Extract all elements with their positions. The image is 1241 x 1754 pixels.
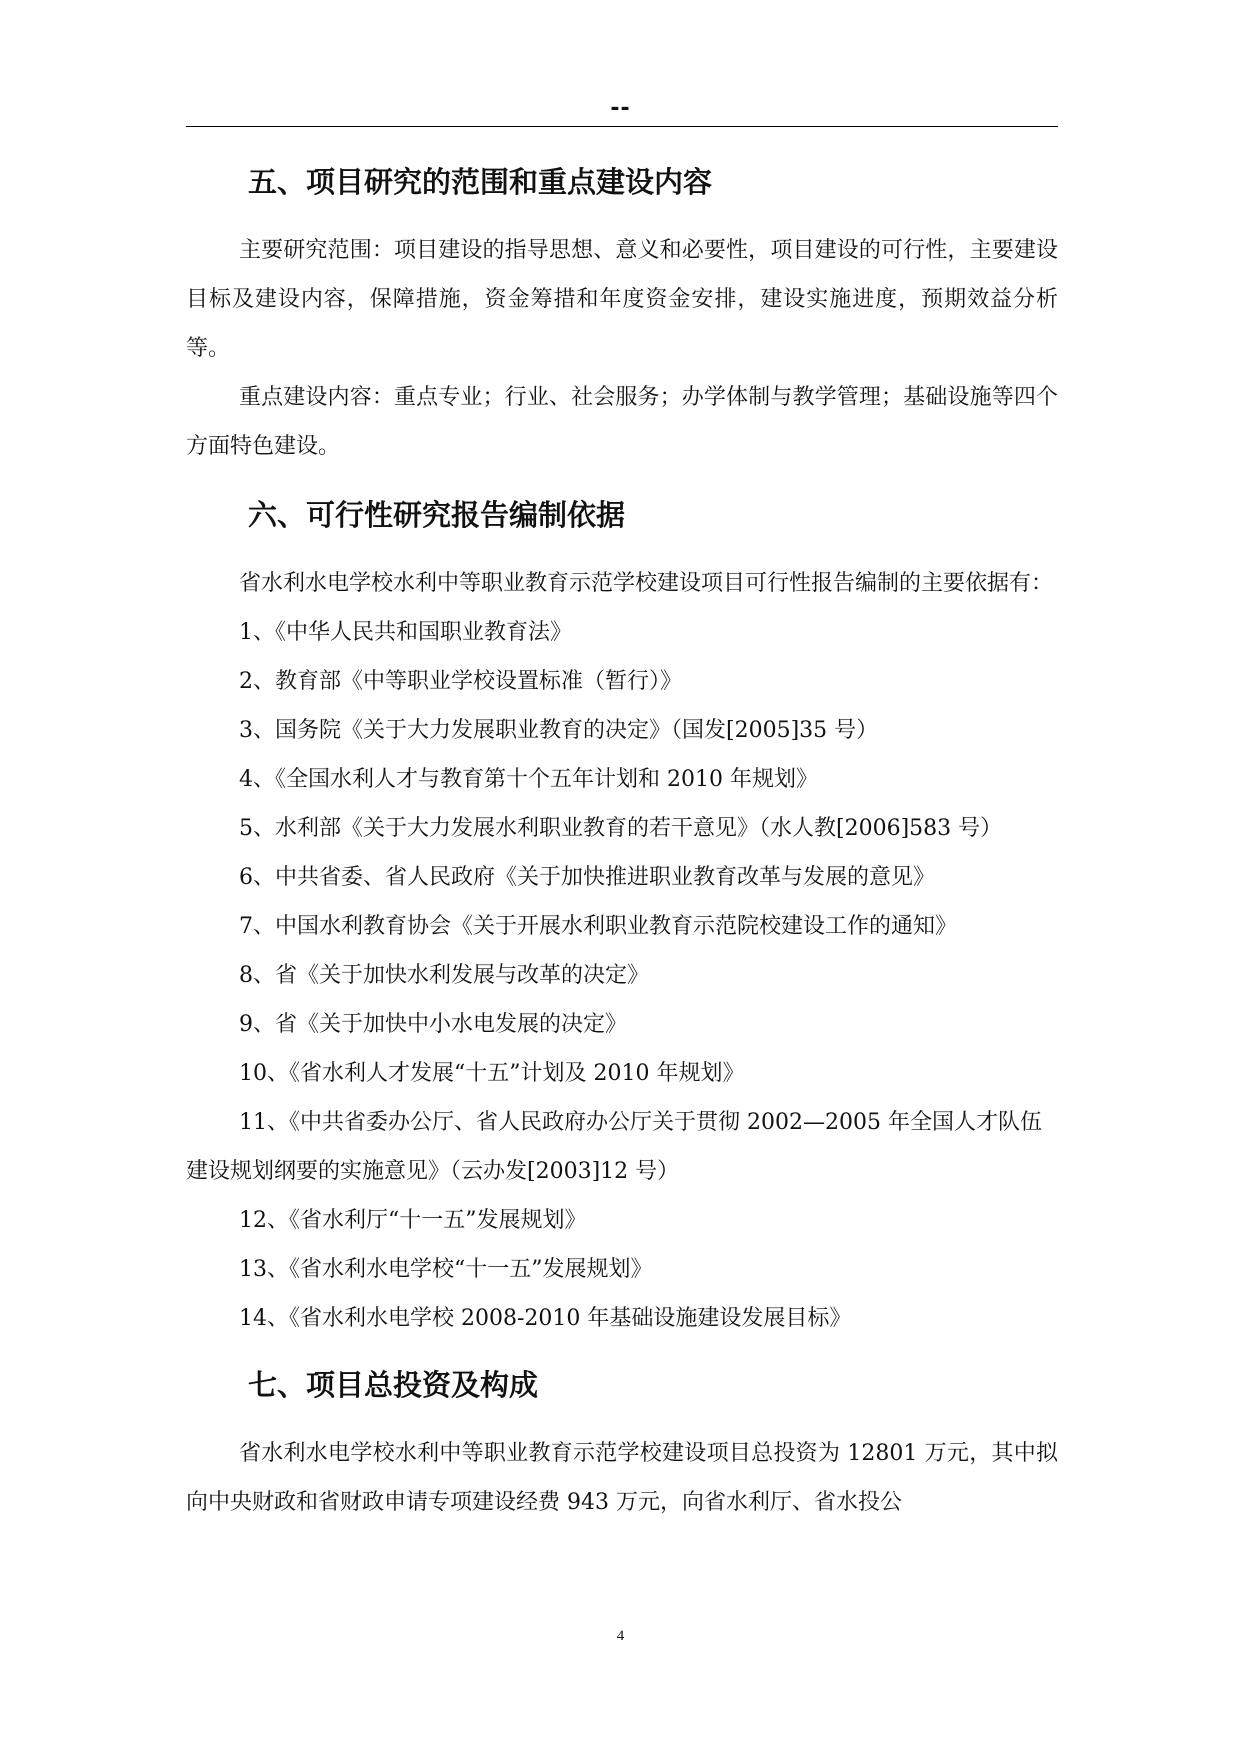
paragraph-total-investment: 省水利水电学校水利中等职业教育示范学校建设项目总投资为 12801 万元，其中拟向中央财政和省财政申请专项建设经费 943 万元，向省水利厅、省水投公	[186, 1441, 1058, 1515]
list-item-basis-8: 8、省《关于加快水利发展与改革的决定》	[239, 963, 649, 988]
list-item-basis-5: 5、水利部《关于大力发展水利职业教育的若干意见》（水人教[2006]583 号）	[239, 816, 1003, 841]
header-divider	[186, 126, 1058, 127]
paragraph-key-contents: 重点建设内容：重点专业；行业、社会服务；办学体制与教学管理；基础设施等四个方面特色建设。	[186, 385, 1058, 459]
section-heading-6: 六、可行性研究报告编制依据	[248, 498, 626, 532]
list-item-basis-13: 13、《省水利水电学校“十一五”发展规划》	[239, 1257, 653, 1282]
list-item-basis-11: 11、《中共省委办公厅、省人民政府办公厅关于贯彻 2002—2005 年全国人才队伍建设规划纲要的实施意见》（云办发[2003]12 号）	[186, 1110, 1042, 1184]
paragraph-research-scope: 主要研究范围：项目建设的指导思想、意义和必要性，项目建设的可行性，主要建设目标及建设内容，保障措施，资金筹措和年度资金安排，建设实施进度，预期效益分析等。	[186, 238, 1058, 361]
list-item-basis-2: 2、教育部《中等职业学校设置标准（暂行）》	[239, 669, 682, 694]
list-item-basis-12: 12、《省水利厅“十一五”发展规划》	[239, 1208, 587, 1233]
list-item-basis-7: 7、中国水利教育协会《关于开展水利职业教育示范院校建设工作的通知》	[239, 914, 957, 939]
list-item-basis-10: 10、《省水利人才发展“十五”计划及 2010 年规划》	[239, 1061, 745, 1086]
list-item-basis-14: 14、《省水利水电学校 2008-2010 年基础设施建设发展目标》	[239, 1306, 852, 1331]
list-item-basis-6: 6、中共省委、省人民政府《关于加快推进职业教育改革与发展的意见》	[239, 865, 935, 890]
paragraph-basis-intro: 省水利水电学校水利中等职业教育示范学校建设项目可行性报告编制的主要依据有：	[239, 571, 1054, 596]
page-content	[186, 160, 1058, 1527]
list-item-basis-1: 1、《中华人民共和国职业教育法》	[239, 620, 572, 645]
section-heading-5: 五、项目研究的范围和重点建设内容	[248, 165, 713, 199]
list-item-basis-3: 3、国务院《关于大力发展职业教育的决定》（国发[2005]35 号）	[239, 718, 879, 743]
page-number: 4	[616, 1628, 625, 1644]
section-heading-7: 七、项目总投资及构成	[248, 1368, 539, 1402]
header-mark: --	[610, 96, 631, 121]
list-item-basis-9: 9、省《关于加快中小水电发展的决定》	[239, 1012, 627, 1037]
list-item-basis-4: 4、《全国水利人才与教育第十个五年计划和 2010 年规划》	[239, 767, 818, 792]
